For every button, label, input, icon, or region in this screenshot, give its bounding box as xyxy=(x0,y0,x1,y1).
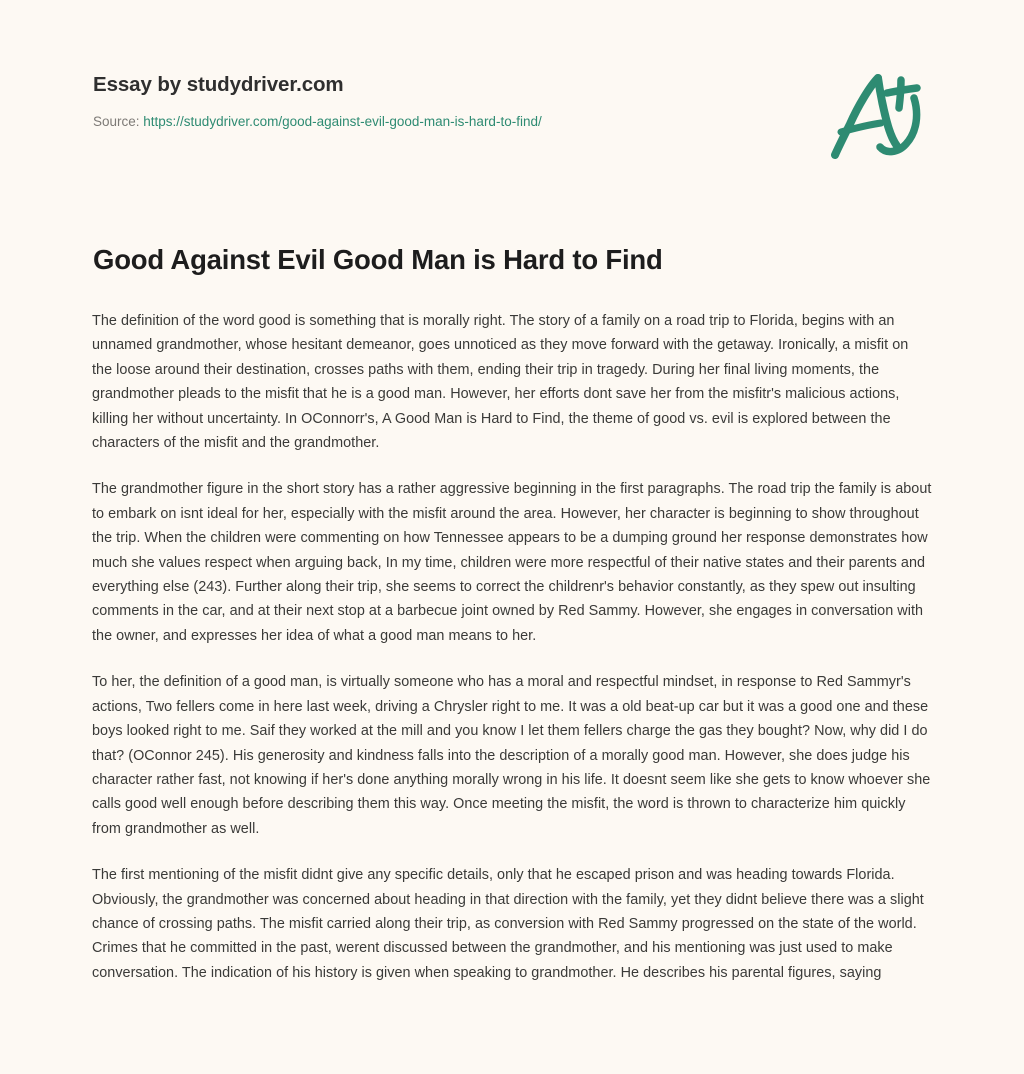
paragraph: The first mentioning of the misfit didnt give any specific details, only that he escaped prison and was heading towards Florida. Obviously, the grandmother was concerned about heading in that direction with the family, yet they didnt believe there was a slight chance of crossing paths. The misfit carried along their trip, as conversion with Red Sammy progressed on the state of the world. Crimes that he committed in the past, werent discussed between the grandmother, and his mentioning was just used to make conversation. The indication of his history is given when speaking to grandmother. He describes his parental figures, saying xyxy=(92,867,924,981)
a-plus-logo-icon xyxy=(818,62,926,166)
a-plus-logo xyxy=(818,62,926,166)
paragraph: To her, the definition of a good man, is virtually someone who has a moral and respectful mindset, in response to Red Sammyr's actions, Two fellers come in here last week, driving a Chrysler right to me. It was a old beat-up car but it was a good one and these boys looked right to me. Saif they worked at the mill and you know I let them fellers charge the gas they bought? Now, why did I do that? (OConnor 245). His generosity and kindness falls into the description of a morally good man. However, she does judge his character rather fast, not knowing if her's done anything morally wrong in his life. It doesnt seem like she gets to know whoever she calls good well enough before describing them this way. Once meeting the misfit, the word is thrown to characterize him quickly from grandmother as well. xyxy=(92,674,931,837)
page-title: Good Against Evil Good Man is Hard to Find xyxy=(93,244,663,275)
source-url-link[interactable]: https://studydriver.com/good-against-evil-good-man-is-hard-to-find/ xyxy=(143,114,542,129)
essay-attribution: Essay by studydriver.com xyxy=(93,73,344,96)
document-header xyxy=(93,72,931,131)
source-line xyxy=(93,98,931,131)
essay-body xyxy=(92,309,932,985)
source-label: Source: xyxy=(93,114,144,129)
paragraph: The grandmother figure in the short story has a rather aggressive beginning in the first paragraphs. The road trip the family is about to embark on isnt ideal for her, especially with the misfit around the area. However, her character is beginning to show throughout the trip. When the children were commenting on how Tennessee appears to be a dumping ground her response demonstrates how much she values respect when arguing back, In my time, children were more respectful of their native states and their parents and everything else (243). Further along their trip, she seems to correct the childrenr's behavior constantly, as they spew out insulting comments in the car, and at their next stop at a barbecue joint owned by Red Sammy. However, she engages in conversation with the owner, and expresses her idea of what a good man means to her. xyxy=(92,481,932,644)
paragraph: The definition of the word good is something that is morally right. The story of a family on a road trip to Florida, begins with an unnamed grandmother, whose hesitant demeanor, goes unnoticed as they move forward with the getaway. Ironically, a misfit on the loose around their destination, crosses paths with them, ending their trip in tragedy. During her final living moments, the grandmother pleads to the misfit that he is a good man. However, her efforts dont save her from the misfitr's malicious actions, killing her without uncertainty. In OConnorr's, A Good Man is Hard to Find, the theme of good vs. evil is explored between the characters of the misfit and the grandmother. xyxy=(92,313,909,452)
